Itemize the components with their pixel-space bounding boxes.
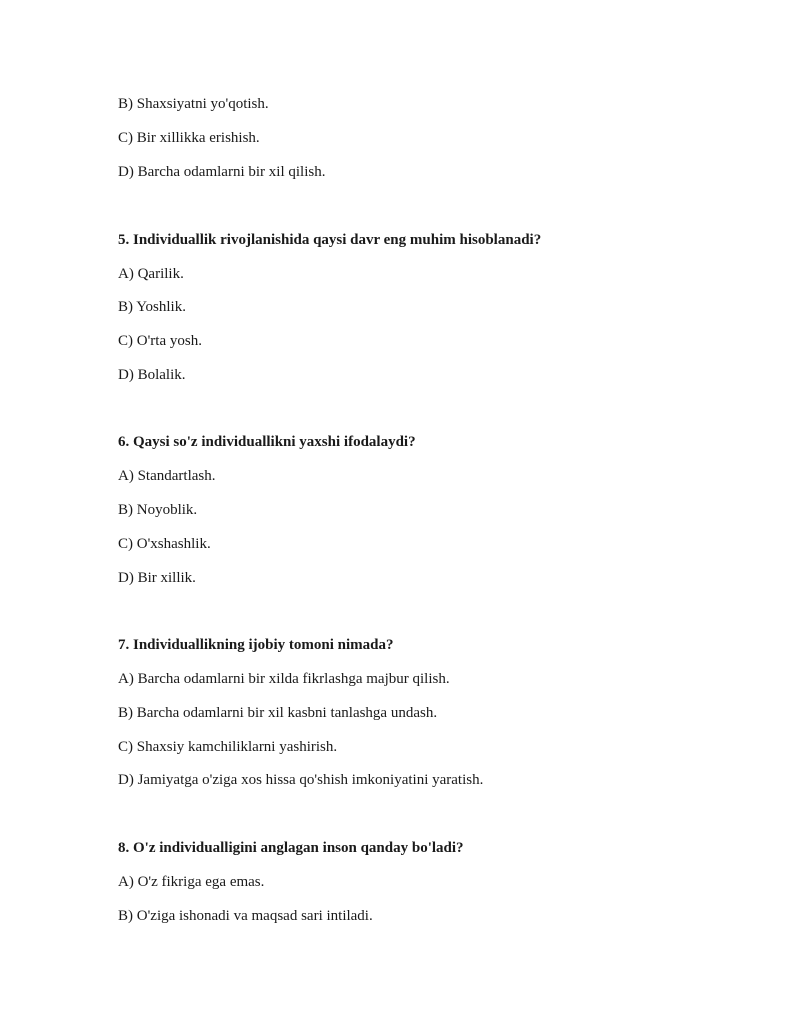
q6-option-a: A) Standartlash. [118,468,216,484]
option-b-prev: B) Shaxsiyatni yo'qotish. [118,96,269,112]
q7-option-b: B) Barcha odamlarni bir xil kasbni tanlashga undash. [118,705,438,721]
q6-option-d: D) Bir xillik. [118,570,196,586]
q5-option-c: C) O'rta yosh. [118,333,202,349]
q7-option-d: D) Jamiyatga o'ziga xos hissa qo'shish imkoniyatini yaratish. [118,772,484,788]
q8-option-b: B) O'ziga ishonadi va maqsad sari intiladi. [118,908,373,924]
q6-option-b: B) Noyoblik. [118,502,198,518]
question-8: 8. O'z individualligini anglagan inson qanday bo'ladi? [118,840,464,856]
q5-option-b: B) Yoshlik. [118,299,186,315]
q6-option-c: C) O'xshashlik. [118,536,211,552]
question-7: 7. Individuallikning ijobiy tomoni nimada? [118,637,394,653]
q7-option-c: C) Shaxsiy kamchiliklarni yashirish. [118,739,338,755]
question-5: 5. Individuallik rivojlanishida qaysi davr eng muhim hisoblanadi? [118,232,542,248]
q7-option-a: A) Barcha odamlarni bir xilda fikrlashga majbur qilish. [118,671,450,687]
q5-option-a: A) Qarilik. [118,266,184,282]
option-c-prev: C) Bir xillikka erishish. [118,130,260,146]
q5-option-d: D) Bolalik. [118,367,186,383]
question-6: 6. Qaysi so'z individuallikni yaxshi ifodalaydi? [118,434,416,450]
q8-option-a: A) O'z fikriga ega emas. [118,874,265,890]
option-d-prev: D) Barcha odamlarni bir xil qilish. [118,164,326,180]
